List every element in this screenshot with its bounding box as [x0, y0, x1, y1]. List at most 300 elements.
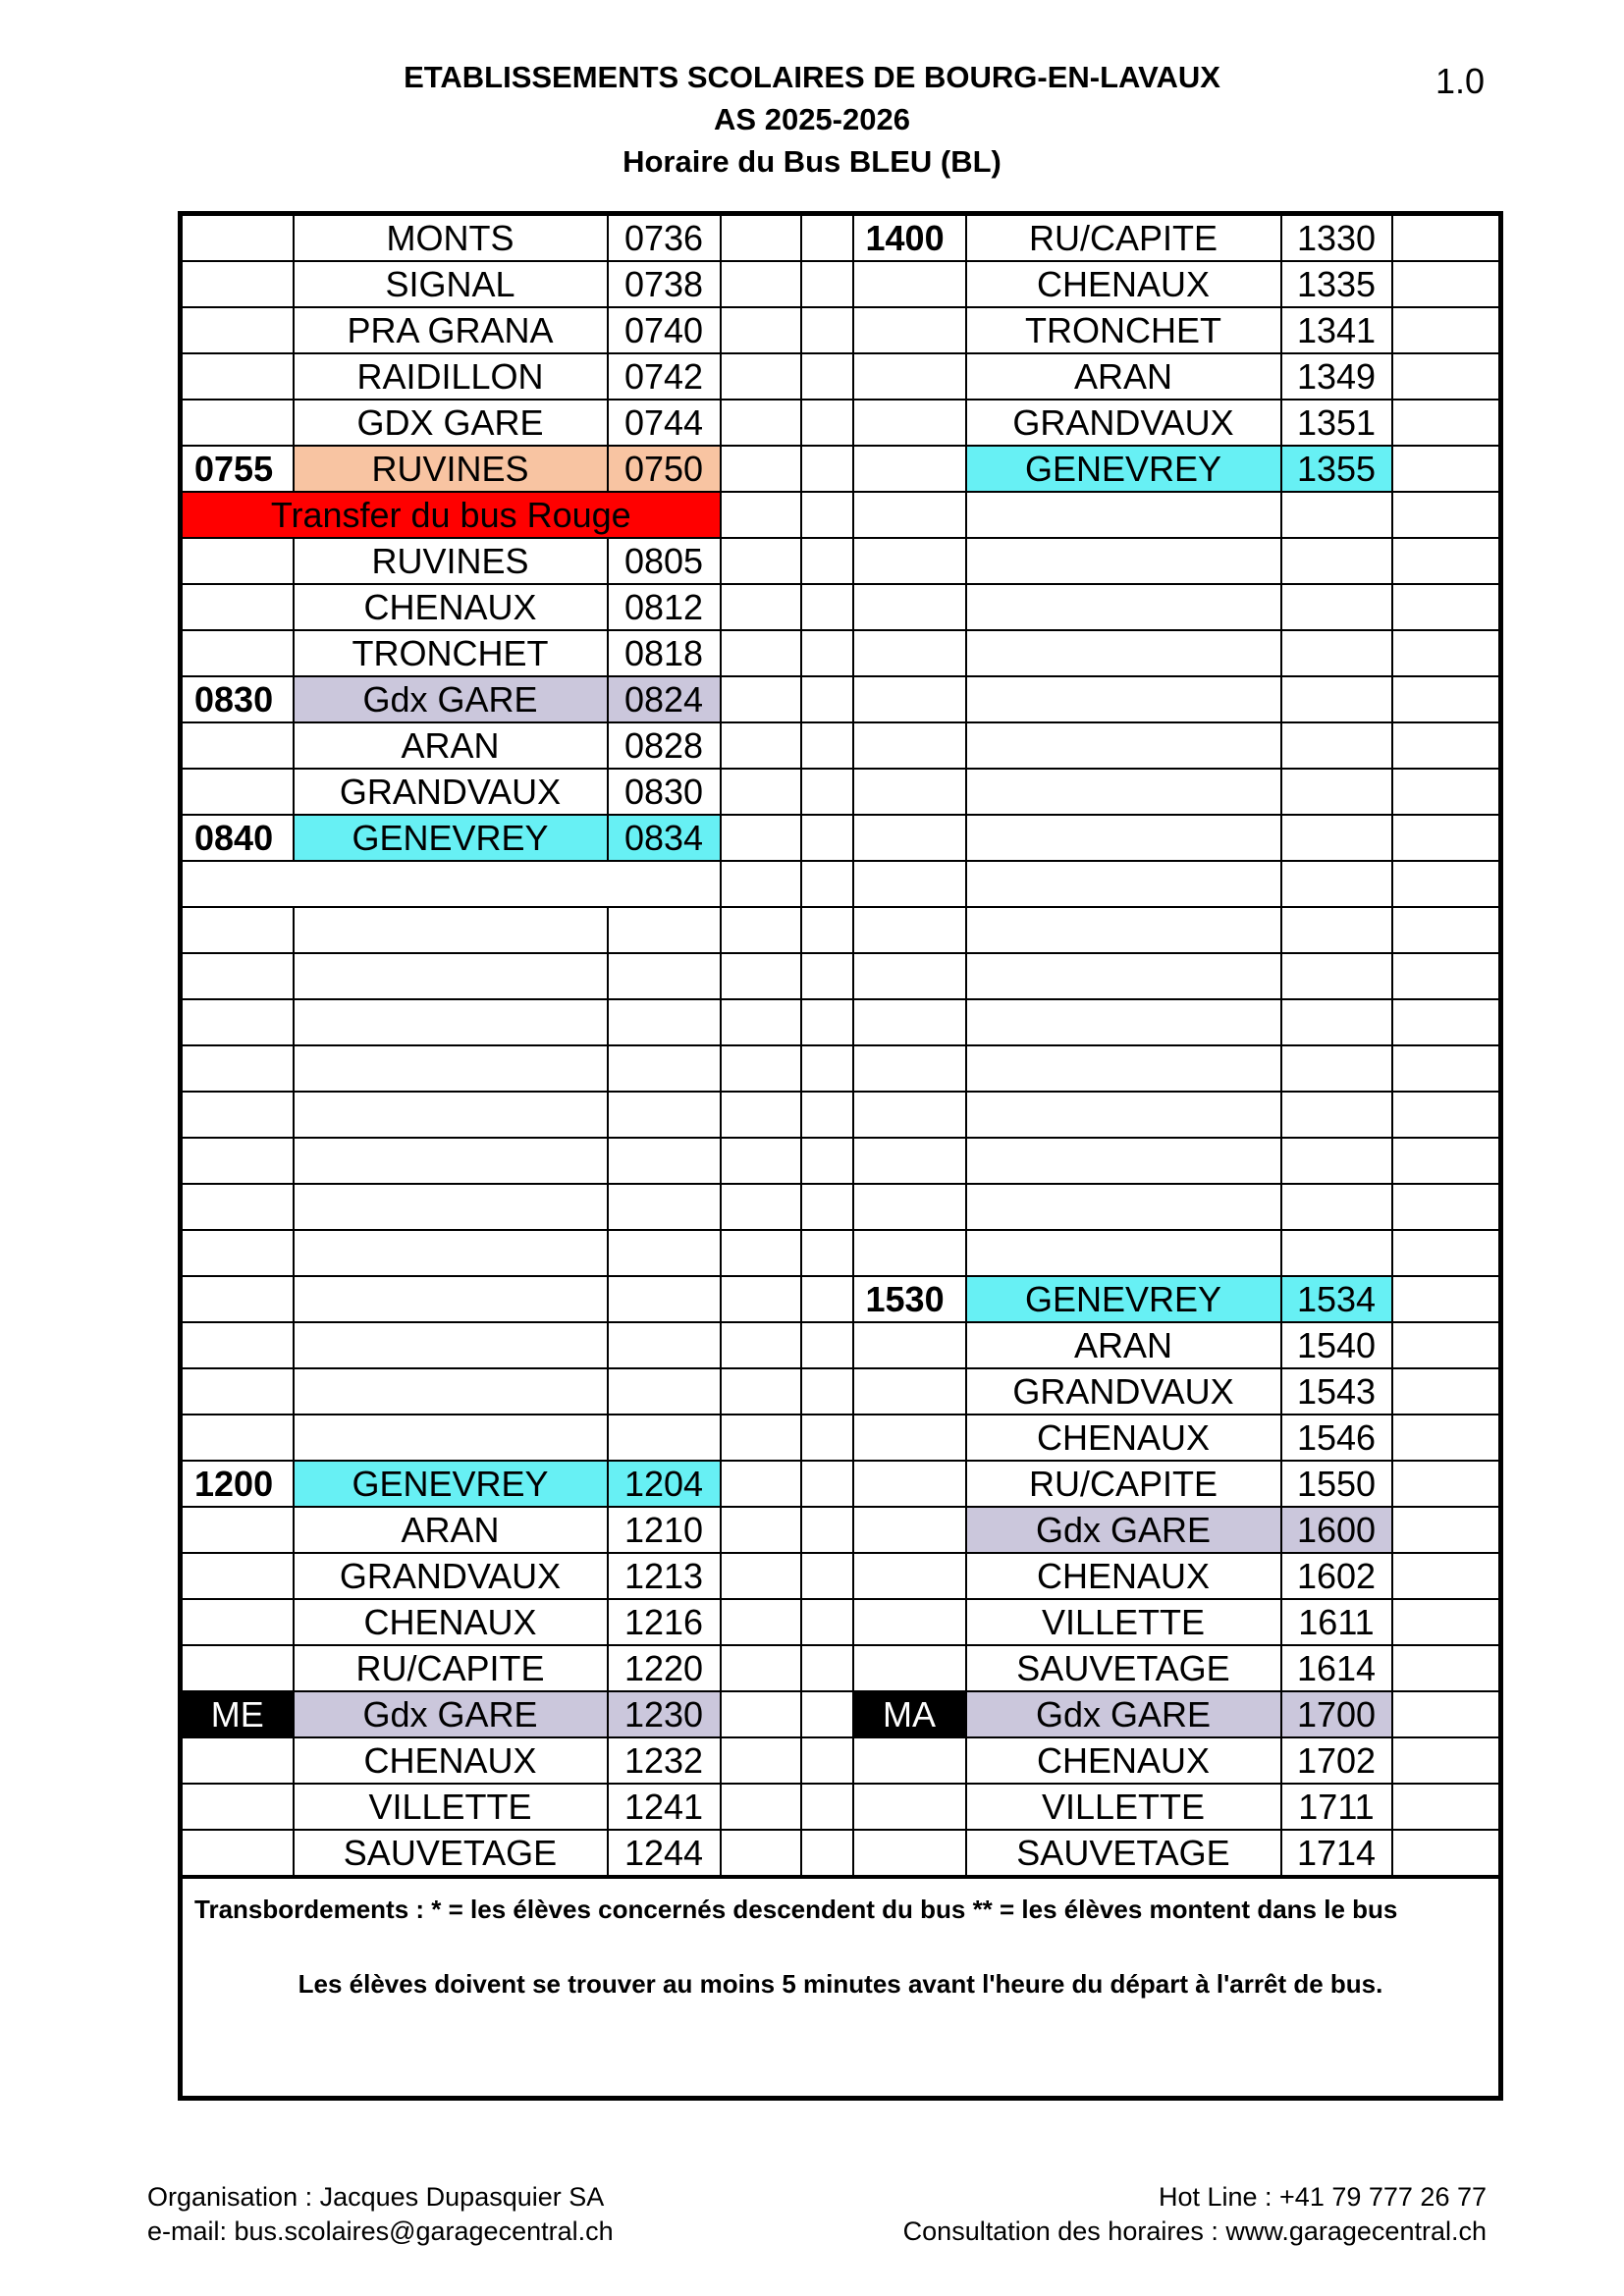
left-stop: TRONCHET — [294, 630, 608, 676]
right-marker — [853, 769, 966, 815]
right-stop: TRONCHET — [966, 307, 1281, 353]
left-time — [608, 1415, 721, 1461]
right-stop: RU/CAPITE — [966, 214, 1281, 262]
schedule-row — [181, 1368, 1501, 1415]
left-marker — [181, 1645, 294, 1691]
spacer-cell — [801, 261, 853, 307]
footer-consultation[interactable]: Consultation des horaires : www.garagecentral.ch — [902, 2216, 1487, 2246]
spacer-cell — [721, 400, 801, 446]
spacer-cell — [721, 815, 801, 861]
spacer-cell — [1392, 1415, 1501, 1461]
left-marker — [181, 214, 294, 262]
right-time — [1281, 492, 1392, 538]
right-time: 1600 — [1281, 1507, 1392, 1553]
right-marker — [853, 999, 966, 1045]
left-time: 1210 — [608, 1507, 721, 1553]
right-marker — [853, 1045, 966, 1092]
right-marker — [853, 1645, 966, 1691]
spacer-cell — [1392, 1599, 1501, 1645]
spacer-cell — [721, 584, 801, 630]
right-time: 1355 — [1281, 446, 1392, 492]
left-stop: Gdx GARE — [294, 1691, 608, 1737]
right-time — [1281, 815, 1392, 861]
spacer-cell — [801, 1830, 853, 1877]
right-stop — [966, 953, 1281, 999]
left-marker — [181, 1737, 294, 1784]
spacer-cell — [1392, 1830, 1501, 1877]
schedule-row — [181, 446, 1501, 492]
notes-cell — [181, 1877, 1501, 2099]
left-stop — [294, 1368, 608, 1415]
right-time: 1550 — [1281, 1461, 1392, 1507]
left-stop: GDX GARE — [294, 400, 608, 446]
left-stop: MONTS — [294, 214, 608, 262]
spacer-cell — [721, 1553, 801, 1599]
spacer-cell — [721, 261, 801, 307]
right-time: 1351 — [1281, 400, 1392, 446]
left-time: 0805 — [608, 538, 721, 584]
left-marker — [181, 1184, 294, 1230]
left-time — [608, 1184, 721, 1230]
spacer-cell — [721, 1276, 801, 1322]
punctuality-note: Les élèves doivent se trouver au moins 5 minutes avant l'heure du départ à l'arrêt de bus. — [298, 1969, 1383, 1999]
right-time — [1281, 676, 1392, 722]
spacer-cell — [1392, 907, 1501, 953]
left-marker — [181, 769, 294, 815]
right-time: 1602 — [1281, 1553, 1392, 1599]
right-stop: SAUVETAGE — [966, 1645, 1281, 1691]
schedule-row — [181, 1645, 1501, 1691]
right-marker — [853, 953, 966, 999]
left-marker — [181, 261, 294, 307]
spacer-cell — [721, 769, 801, 815]
spacer-cell — [721, 1507, 801, 1553]
right-marker — [853, 307, 966, 353]
spacer-cell — [721, 999, 801, 1045]
left-time: 0828 — [608, 722, 721, 769]
right-stop: VILLETTE — [966, 1599, 1281, 1645]
right-marker — [853, 1415, 966, 1461]
spacer-cell — [1392, 1645, 1501, 1691]
spacer-cell — [801, 1784, 853, 1830]
schedule-row — [181, 1553, 1501, 1599]
right-stop: CHENAUX — [966, 1737, 1281, 1784]
right-marker: 1400 — [853, 214, 966, 262]
schedule-row — [181, 307, 1501, 353]
schedule-row — [181, 1599, 1501, 1645]
spacer-cell — [1392, 261, 1501, 307]
spacer-cell — [721, 446, 801, 492]
right-marker — [853, 1230, 966, 1276]
spacer-cell — [801, 907, 853, 953]
left-time — [608, 1045, 721, 1092]
footer-hotline: Hot Line : +41 79 777 26 77 — [1158, 2182, 1487, 2212]
spacer-cell — [801, 492, 853, 538]
right-marker — [853, 1461, 966, 1507]
right-stop: ARAN — [966, 353, 1281, 400]
left-marker — [181, 1138, 294, 1184]
right-marker — [853, 1599, 966, 1645]
spacer-cell — [721, 1045, 801, 1092]
right-time — [1281, 584, 1392, 630]
left-time — [608, 1276, 721, 1322]
spacer-cell — [801, 861, 853, 907]
schedule-row — [181, 861, 1501, 907]
left-stop — [294, 1230, 608, 1276]
transfer-banner: Transfer du bus Rouge — [181, 492, 721, 538]
spacer-cell — [1392, 353, 1501, 400]
left-stop: RAIDILLON — [294, 353, 608, 400]
spacer-cell — [801, 1737, 853, 1784]
left-stop — [294, 1184, 608, 1230]
spacer-cell — [1392, 1691, 1501, 1737]
right-time: 1534 — [1281, 1276, 1392, 1322]
spacer-cell — [801, 630, 853, 676]
spacer-cell — [1392, 214, 1501, 262]
right-marker — [853, 1322, 966, 1368]
left-time — [608, 1230, 721, 1276]
left-marker: 0755 — [181, 446, 294, 492]
left-time: 0818 — [608, 630, 721, 676]
spacer-cell — [801, 1415, 853, 1461]
left-stop: GRANDVAUX — [294, 1553, 608, 1599]
left-marker — [181, 1092, 294, 1138]
spacer-cell — [801, 214, 853, 262]
left-stop: ARAN — [294, 1507, 608, 1553]
left-time — [608, 907, 721, 953]
spacer-cell — [1392, 1276, 1501, 1322]
spacer-cell — [721, 307, 801, 353]
right-stop — [966, 584, 1281, 630]
left-marker — [181, 722, 294, 769]
spacer-cell — [801, 353, 853, 400]
spacer-cell — [1392, 1230, 1501, 1276]
right-stop — [966, 999, 1281, 1045]
right-time: 1611 — [1281, 1599, 1392, 1645]
left-time: 0738 — [608, 261, 721, 307]
spacer-cell — [721, 538, 801, 584]
left-stop — [294, 1322, 608, 1368]
school-title: ETABLISSEMENTS SCOLAIRES DE BOURG-EN-LAVAUX — [404, 60, 1220, 94]
spacer-cell — [1392, 953, 1501, 999]
left-time: 1213 — [608, 1553, 721, 1599]
right-stop — [966, 630, 1281, 676]
left-time — [608, 999, 721, 1045]
spacer-cell — [801, 538, 853, 584]
left-stop — [294, 1092, 608, 1138]
schedule-row — [181, 1230, 1501, 1276]
spacer-cell — [1392, 1184, 1501, 1230]
right-marker — [853, 861, 966, 907]
right-time: 1614 — [1281, 1645, 1392, 1691]
left-stop: RU/CAPITE — [294, 1645, 608, 1691]
schedule-row — [181, 1507, 1501, 1553]
spacer-cell — [801, 1553, 853, 1599]
left-stop: CHENAUX — [294, 1737, 608, 1784]
left-marker — [181, 999, 294, 1045]
right-marker: 1530 — [853, 1276, 966, 1322]
left-time: 1241 — [608, 1784, 721, 1830]
schedule-row — [181, 907, 1501, 953]
left-marker — [181, 1322, 294, 1368]
right-time — [1281, 630, 1392, 676]
spacer-cell — [1392, 400, 1501, 446]
spacer-cell — [801, 1368, 853, 1415]
spacer-cell — [721, 1830, 801, 1877]
left-time: 0736 — [608, 214, 721, 262]
right-stop — [966, 1092, 1281, 1138]
spacer-cell — [721, 722, 801, 769]
spacer-cell — [801, 1691, 853, 1737]
right-stop: GENEVREY — [966, 1276, 1281, 1322]
left-marker: 0830 — [181, 676, 294, 722]
right-time — [1281, 1045, 1392, 1092]
right-marker — [853, 1784, 966, 1830]
right-time — [1281, 1184, 1392, 1230]
left-marker — [181, 1415, 294, 1461]
right-marker — [853, 1138, 966, 1184]
right-marker — [853, 722, 966, 769]
right-marker — [853, 353, 966, 400]
right-time — [1281, 722, 1392, 769]
left-stop: PRA GRANA — [294, 307, 608, 353]
spacer-cell — [721, 1691, 801, 1737]
left-stop: SAUVETAGE — [294, 1830, 608, 1877]
spacer-cell — [721, 214, 801, 262]
right-marker — [853, 1092, 966, 1138]
right-stop — [966, 722, 1281, 769]
spacer-cell — [721, 1322, 801, 1368]
version-number: 1.0 — [1435, 61, 1486, 101]
left-marker — [181, 1553, 294, 1599]
schedule-row — [181, 1691, 1501, 1737]
spacer-cell — [801, 769, 853, 815]
right-stop — [966, 815, 1281, 861]
left-stop: GENEVREY — [294, 815, 608, 861]
right-marker — [853, 1553, 966, 1599]
spacer-cell — [801, 1461, 853, 1507]
spacer-cell — [1392, 999, 1501, 1045]
spacer-cell — [801, 1599, 853, 1645]
left-stop — [294, 907, 608, 953]
right-stop — [966, 861, 1281, 907]
right-time: 1335 — [1281, 261, 1392, 307]
spacer-cell — [1392, 307, 1501, 353]
right-stop: CHENAUX — [966, 1415, 1281, 1461]
spacer-cell — [1392, 492, 1501, 538]
spacer-cell — [1392, 538, 1501, 584]
right-time: 1546 — [1281, 1415, 1392, 1461]
spacer-cell — [1392, 1737, 1501, 1784]
right-stop — [966, 1230, 1281, 1276]
schedule-row — [181, 630, 1501, 676]
schedule-row — [181, 214, 1501, 262]
right-time: 1711 — [1281, 1784, 1392, 1830]
spacer-cell — [1392, 1322, 1501, 1368]
left-marker — [181, 1599, 294, 1645]
spacer-cell — [721, 1184, 801, 1230]
right-time: 1341 — [1281, 307, 1392, 353]
right-stop: Gdx GARE — [966, 1691, 1281, 1737]
left-marker — [181, 1830, 294, 1877]
schedule-row — [181, 584, 1501, 630]
spacer-cell — [801, 1507, 853, 1553]
footer-email[interactable]: e-mail: bus.scolaires@garagecentral.ch — [147, 2216, 614, 2246]
spacer-cell — [721, 1645, 801, 1691]
footer-organisation: Organisation : Jacques Dupasquier SA — [147, 2182, 605, 2212]
schedule-row — [181, 1830, 1501, 1877]
right-marker — [853, 446, 966, 492]
spacer-cell — [721, 1415, 801, 1461]
left-time: 1220 — [608, 1645, 721, 1691]
right-marker — [853, 538, 966, 584]
right-stop: GENEVREY — [966, 446, 1281, 492]
left-time — [608, 1322, 721, 1368]
left-stop: Gdx GARE — [294, 676, 608, 722]
right-marker — [853, 630, 966, 676]
schedule-row — [181, 1737, 1501, 1784]
right-marker — [853, 1737, 966, 1784]
left-stop: GRANDVAUX — [294, 769, 608, 815]
spacer-cell — [1392, 1092, 1501, 1138]
right-stop: Gdx GARE — [966, 1507, 1281, 1553]
left-time: 0824 — [608, 676, 721, 722]
schedule-subtitle: Horaire du Bus BLEU (BL) — [623, 144, 1001, 179]
right-marker — [853, 584, 966, 630]
left-time: 0834 — [608, 815, 721, 861]
right-stop: GRANDVAUX — [966, 400, 1281, 446]
spacer-cell — [721, 1599, 801, 1645]
right-marker — [853, 492, 966, 538]
left-marker — [181, 307, 294, 353]
left-marker — [181, 1230, 294, 1276]
right-stop: CHENAUX — [966, 261, 1281, 307]
schedule-row — [181, 1784, 1501, 1830]
right-stop — [966, 1045, 1281, 1092]
left-marker — [181, 1507, 294, 1553]
schedule-row — [181, 261, 1501, 307]
schedule-row — [181, 1276, 1501, 1322]
spacer-cell — [801, 722, 853, 769]
left-time: 0744 — [608, 400, 721, 446]
spacer-cell — [801, 676, 853, 722]
left-time: 1216 — [608, 1599, 721, 1645]
right-stop — [966, 1138, 1281, 1184]
spacer-cell — [1392, 1368, 1501, 1415]
spacer-cell — [1392, 1507, 1501, 1553]
left-marker — [181, 907, 294, 953]
right-time: 1702 — [1281, 1737, 1392, 1784]
left-marker — [181, 400, 294, 446]
schedule-row — [181, 1461, 1501, 1507]
spacer-cell — [1392, 584, 1501, 630]
right-stop: SAUVETAGE — [966, 1830, 1281, 1877]
spacer-cell — [721, 353, 801, 400]
left-stop — [294, 999, 608, 1045]
left-stop: VILLETTE — [294, 1784, 608, 1830]
left-stop: CHENAUX — [294, 584, 608, 630]
transfer-note: Transbordements : * = les élèves concernés descendent du bus ** = les élèves montent dans le bus — [194, 1895, 1398, 1924]
left-time: 0750 — [608, 446, 721, 492]
schedule-row — [181, 353, 1501, 400]
bus-schedule-table — [178, 211, 1503, 2101]
left-marker: 0840 — [181, 815, 294, 861]
spacer-cell — [1392, 769, 1501, 815]
spacer-cell — [1392, 861, 1501, 907]
spacer-cell — [721, 1230, 801, 1276]
right-marker — [853, 676, 966, 722]
spacer-cell — [721, 1784, 801, 1830]
spacer-cell — [801, 999, 853, 1045]
right-time — [1281, 907, 1392, 953]
spacer-cell — [721, 630, 801, 676]
spacer-cell — [1392, 1138, 1501, 1184]
left-time — [608, 1092, 721, 1138]
left-time: 0812 — [608, 584, 721, 630]
right-time — [1281, 1230, 1392, 1276]
right-stop: ARAN — [966, 1322, 1281, 1368]
left-marker — [181, 953, 294, 999]
spacer-cell — [1392, 722, 1501, 769]
schedule-row — [181, 1092, 1501, 1138]
schedule-row — [181, 1322, 1501, 1368]
left-stop: RUVINES — [294, 446, 608, 492]
right-stop — [966, 492, 1281, 538]
schedule-row — [181, 676, 1501, 722]
right-stop: GRANDVAUX — [966, 1368, 1281, 1415]
right-time — [1281, 1138, 1392, 1184]
left-time — [608, 953, 721, 999]
left-marker: ME — [181, 1691, 294, 1737]
spacer-cell — [1392, 1784, 1501, 1830]
right-time: 1543 — [1281, 1368, 1392, 1415]
spacer-cell — [801, 1322, 853, 1368]
spacer-cell — [1392, 1553, 1501, 1599]
left-marker — [181, 353, 294, 400]
left-stop: SIGNAL — [294, 261, 608, 307]
right-marker — [853, 261, 966, 307]
spacer-cell — [721, 861, 801, 907]
right-stop — [966, 1184, 1281, 1230]
spacer-cell — [721, 1092, 801, 1138]
left-time: 1244 — [608, 1830, 721, 1877]
left-time: 1204 — [608, 1461, 721, 1507]
right-stop — [966, 676, 1281, 722]
left-time — [608, 1368, 721, 1415]
left-marker — [181, 1045, 294, 1092]
left-stop — [294, 1045, 608, 1092]
notes-row — [181, 1877, 1501, 2099]
empty-cell — [181, 861, 721, 907]
spacer-cell — [801, 1138, 853, 1184]
spacer-cell — [1392, 815, 1501, 861]
left-stop — [294, 1415, 608, 1461]
schedule-row — [181, 1184, 1501, 1230]
right-marker: MA — [853, 1691, 966, 1737]
left-time: 0740 — [608, 307, 721, 353]
right-time: 1540 — [1281, 1322, 1392, 1368]
schedule-row — [181, 1045, 1501, 1092]
spacer-cell — [721, 492, 801, 538]
right-stop — [966, 538, 1281, 584]
spacer-cell — [801, 815, 853, 861]
right-time — [1281, 953, 1392, 999]
right-time — [1281, 861, 1392, 907]
right-time — [1281, 538, 1392, 584]
right-stop — [966, 769, 1281, 815]
left-stop — [294, 1276, 608, 1322]
spacer-cell — [801, 1645, 853, 1691]
